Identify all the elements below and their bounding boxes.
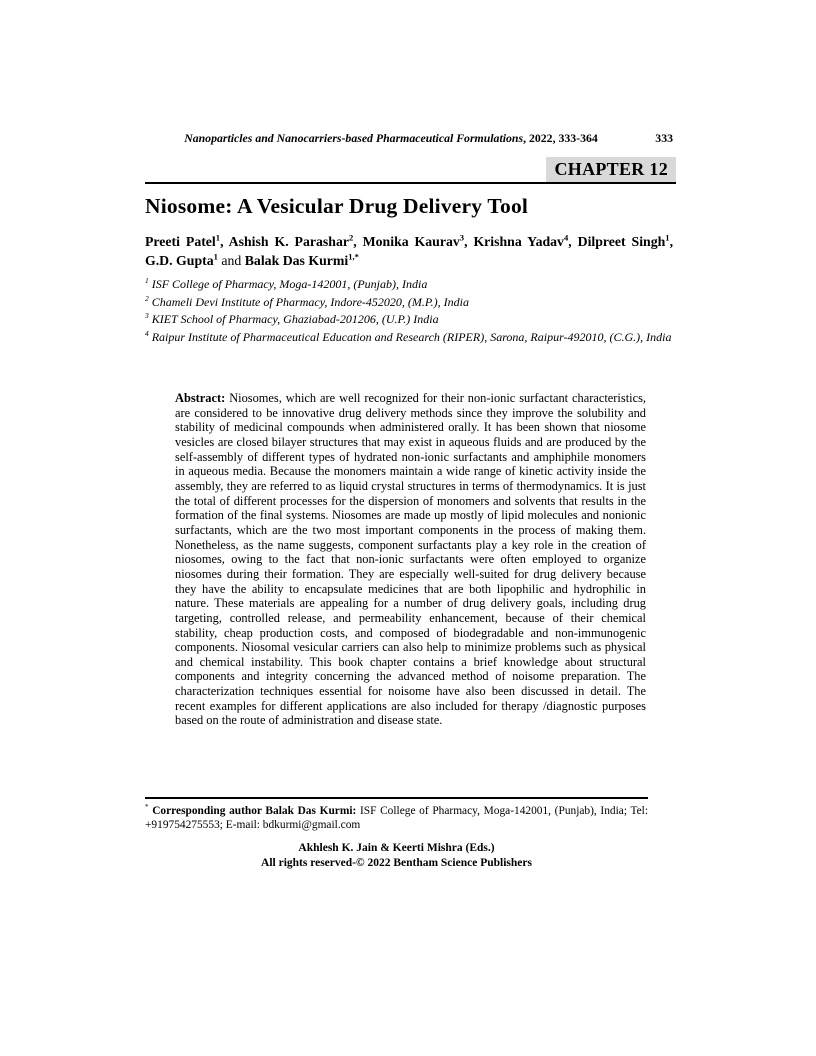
- imprint: [145, 841, 648, 870]
- running-head: [145, 131, 673, 146]
- author-name: Preeti Patel$^1$: [145, 232, 221, 249]
- author-name: Ashish K. Parashar$^2$: [228, 232, 354, 249]
- running-head-book-title: Nanoparticles and Nanocarriers-based Pharmaceutical Formulations: [184, 131, 524, 145]
- footnote-contact: ISF College of Pharmacy, Moga-142001, (Punjab), India; Tel: +919754275553; E-mail: bdkurmi@gmail.com: [145, 805, 648, 831]
- chapter-badge: CHAPTER 12: [546, 157, 676, 182]
- page-number: 333: [655, 131, 673, 145]
- abstract: [175, 391, 646, 728]
- affiliation: $^4$ Raipur Institute of Pharmaceutical Education and Research (RIPER), Sarona, Raipur-492010, (C.G.), India: [145, 328, 672, 344]
- imprint-editors-line: Akhlesh K. Jain & Keerti Mishra (Eds.): [298, 842, 495, 854]
- author-name: G.D. Gupta$^1$: [145, 250, 218, 268]
- author-name: Balak Das Kurmi$^{1,*}$: [244, 250, 359, 268]
- abstract-label: Abstract:: [175, 391, 226, 405]
- footnote-author: Corresponding author Balak Das Kurmi:: [148, 805, 357, 817]
- imprint-rights-line: All rights reserved-© 2022 Bentham Science Publishers: [261, 856, 532, 869]
- chapter-badge-row: [145, 157, 676, 184]
- chapter-title: Niosome: A Vesicular Drug Delivery Tool: [145, 194, 529, 218]
- author-name: Monika Kaurav$^3$: [362, 232, 465, 249]
- author-name: Krishna Yadav$^4$: [473, 232, 569, 249]
- corresponding-author-footnote: [145, 797, 648, 832]
- abstract-body: Niosomes, which are well recognized for their non-ionic surfactant characteristics, are considered to be innovative drug delivery methods since they improve the solubility and stability of medicinal compounds when administered orally. It has been shown that niosome vesicles are closed bilayer structures that may exist in aqueous fluids and are produced by the self-assembly of different types of hydrated non-ionic surfactants and amphiphile monomers in aqueous media. Because the monomers maintain a wide range of kinetic activity inside the assembly, they are referred to as liquid crystal structures in terms of thermodynamics. It is just the total of different processes for the dispersion of monomers and solvents that results in the formation of the final systems. Niosomes are made up mostly of lipid molecules and nonionic surfactants, which are the two most important components in the process of making them. Nonetheless, as the name suggests, component surfactants play a key role in the creation of niosomes, owing to the fact that non-ionic surfactants were often employed to organize niosomes during their formation. They are especially well-suited for drug delivery because they have the ability to encapsulate medicines that are both lipophilic and hydrophilic in nature. These materials are appealing for a number of drug delivery goals, including drug targeting, controlled release, and permeability enhancement, because of their chemical stability, cheap production costs, and composed of biodegradable and non-immunogenic components. Niosomal vesicular carriers can also help to minimize problems such as physical and chemical instability. This book chapter contains a brief knowledge about structural components and integrity concerning the advanced method of noisome preparation. The characterization techniques essential for noisome have also been discussed in detail. The recent examples for different applications are also included for therapy /diagnostic purposes based on the route of administration and disease state.: [175, 391, 646, 728]
- affiliations: [145, 276, 673, 346]
- author-name: Dilpreet Singh$^1$: [577, 232, 670, 249]
- affiliation: $^3$ KIET School of Pharmacy, Ghaziabad-201206, (U.P.) India: [145, 311, 439, 326]
- running-head-citation: [184, 131, 598, 146]
- running-head-citation-suffix: , 2022, 333-364: [523, 131, 598, 145]
- affiliation: $^1$ ISF College of Pharmacy, Moga-142001, (Punjab), India: [145, 276, 428, 291]
- affiliation: $^2$ Chameli Devi Institute of Pharmacy, Indore-452020, (M.P.), India: [145, 293, 469, 309]
- authors-line: Preeti Patel$^1$, Ashish K. Parashar$^2$, Monika Kaurav$^3$, Krishna Yadav$^4$, Dilpreet Singh$^1$, G.D. Gupta$^1$ and Balak Das Kurmi$^{1,*}$: [145, 232, 674, 268]
- footnote-marker: *: [145, 803, 149, 812]
